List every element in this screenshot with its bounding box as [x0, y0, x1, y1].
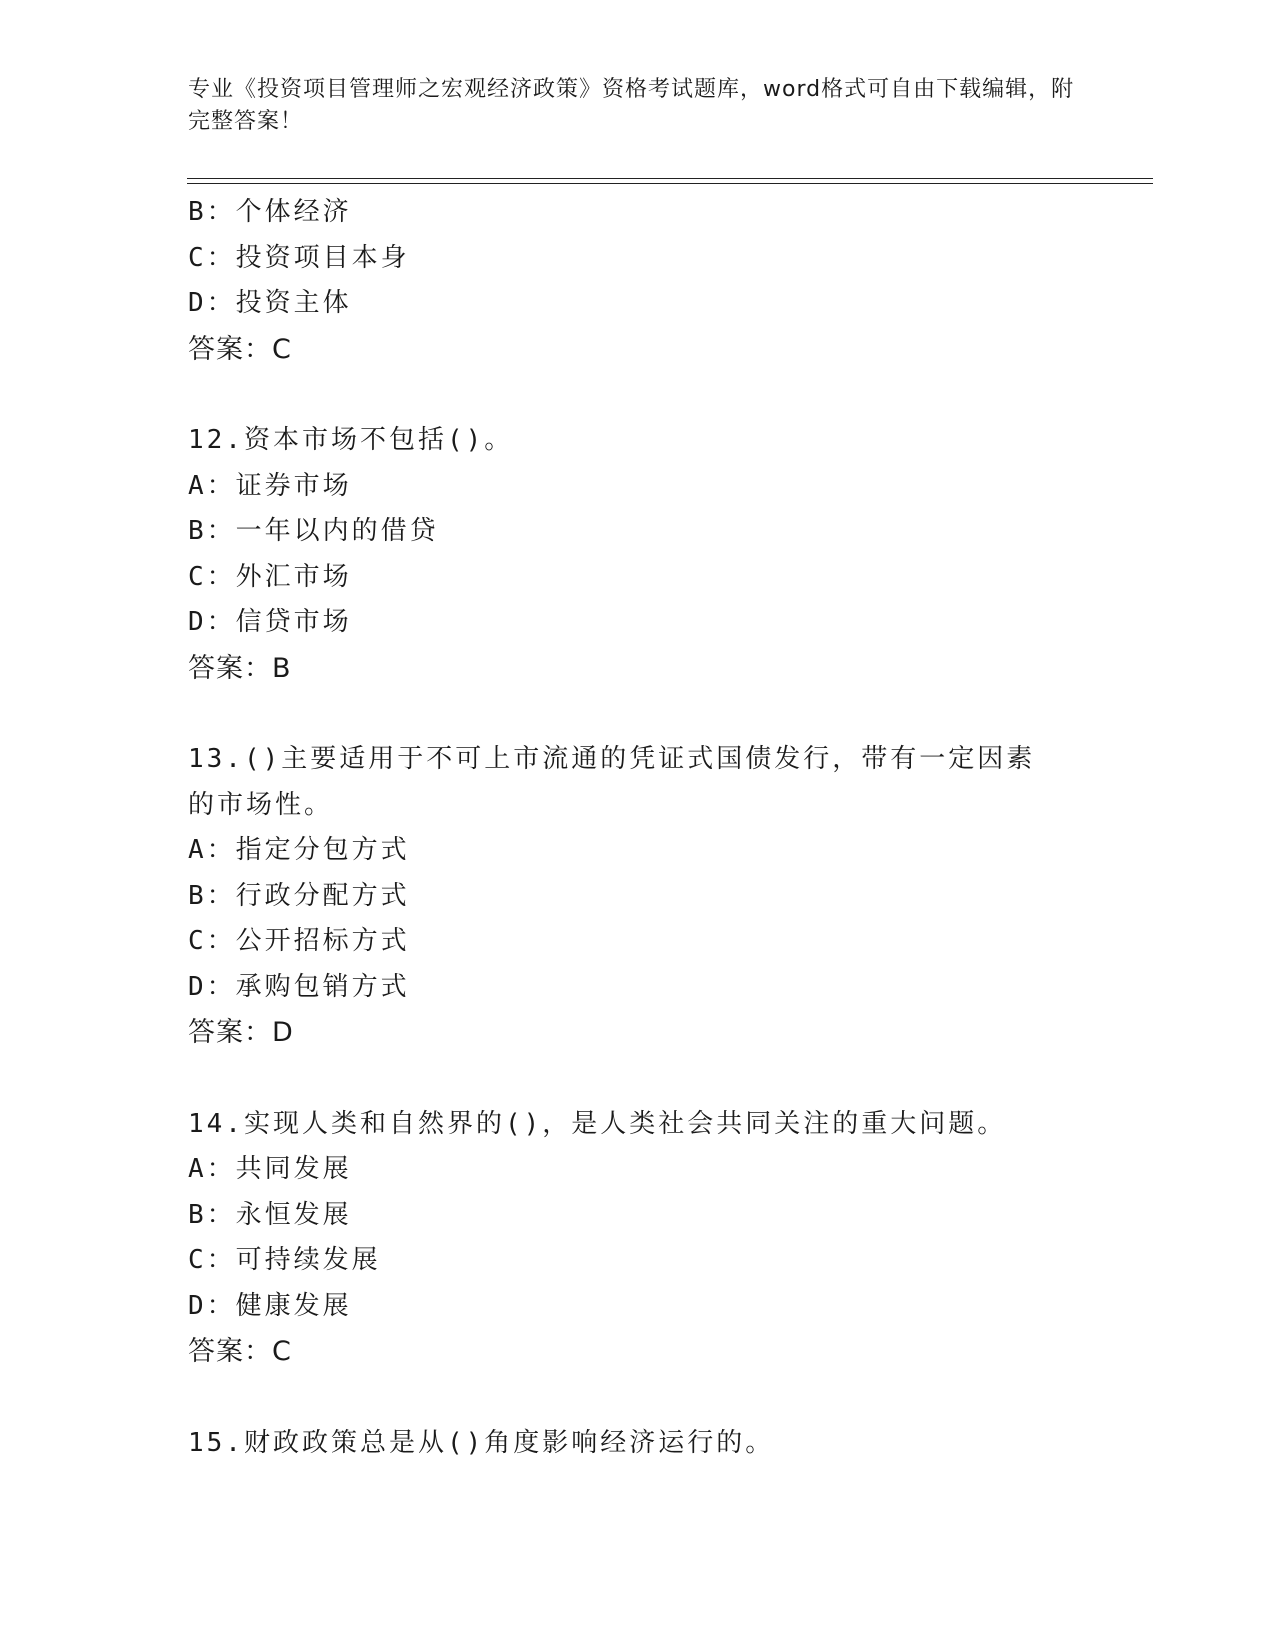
option-d: D：信贷市场 [188, 607, 352, 637]
answer-line: 答案：C [188, 333, 292, 365]
header-rule-top [187, 178, 1153, 179]
header-rule-bottom [187, 183, 1153, 184]
spacer [188, 1056, 1108, 1102]
question-text: 13.()主要适用于不可上市流通的凭证式国债发行，带有一定因素的市场性。 [188, 744, 1036, 820]
answer-line: 答案：D [188, 1017, 294, 1048]
answer-line: 答案：B [188, 652, 292, 684]
question-block-12 [188, 418, 1108, 691]
option-a: A：指定分包方式 [188, 835, 410, 865]
option-a: A：共同发展 [188, 1154, 352, 1184]
question-list [188, 190, 1108, 1466]
question-block-15 [188, 1421, 1108, 1467]
option-b: B：个体经济 [188, 197, 352, 227]
answer-line: 答案：C [188, 1336, 292, 1367]
option-c: C：外汇市场 [188, 561, 352, 592]
option-d: D：承购包销方式 [188, 971, 410, 1002]
option-b: B：一年以内的借贷 [188, 516, 439, 546]
question-text: 15.财政政策总是从()角度影响经济运行的。 [188, 1427, 775, 1458]
spacer [188, 691, 1108, 737]
question-block-11 [188, 190, 1108, 372]
spacer [188, 372, 1108, 418]
question-block-14 [188, 1102, 1108, 1375]
option-c: C：公开招标方式 [188, 926, 410, 956]
spacer [188, 1375, 1108, 1421]
option-d: D：投资主体 [188, 288, 352, 318]
option-b: B：永恒发展 [188, 1199, 352, 1230]
question-text: 14.实现人类和自然界的()，是人类社会共同关注的重大问题。 [188, 1108, 1007, 1139]
option-b: B：行政分配方式 [188, 880, 410, 911]
question-block-13 [188, 737, 1108, 1056]
document-header: 专业《投资项目管理师之宏观经济政策》资格考试题库，word格式可自由下载编辑，附完整答案！ [188, 77, 1075, 134]
option-c: C：可持续发展 [188, 1245, 381, 1275]
option-d: D：健康发展 [188, 1290, 352, 1321]
option-c: C：投资项目本身 [188, 242, 410, 273]
question-text: 12.资本市场不包括()。 [188, 425, 514, 455]
option-a: A：证券市场 [188, 470, 352, 501]
